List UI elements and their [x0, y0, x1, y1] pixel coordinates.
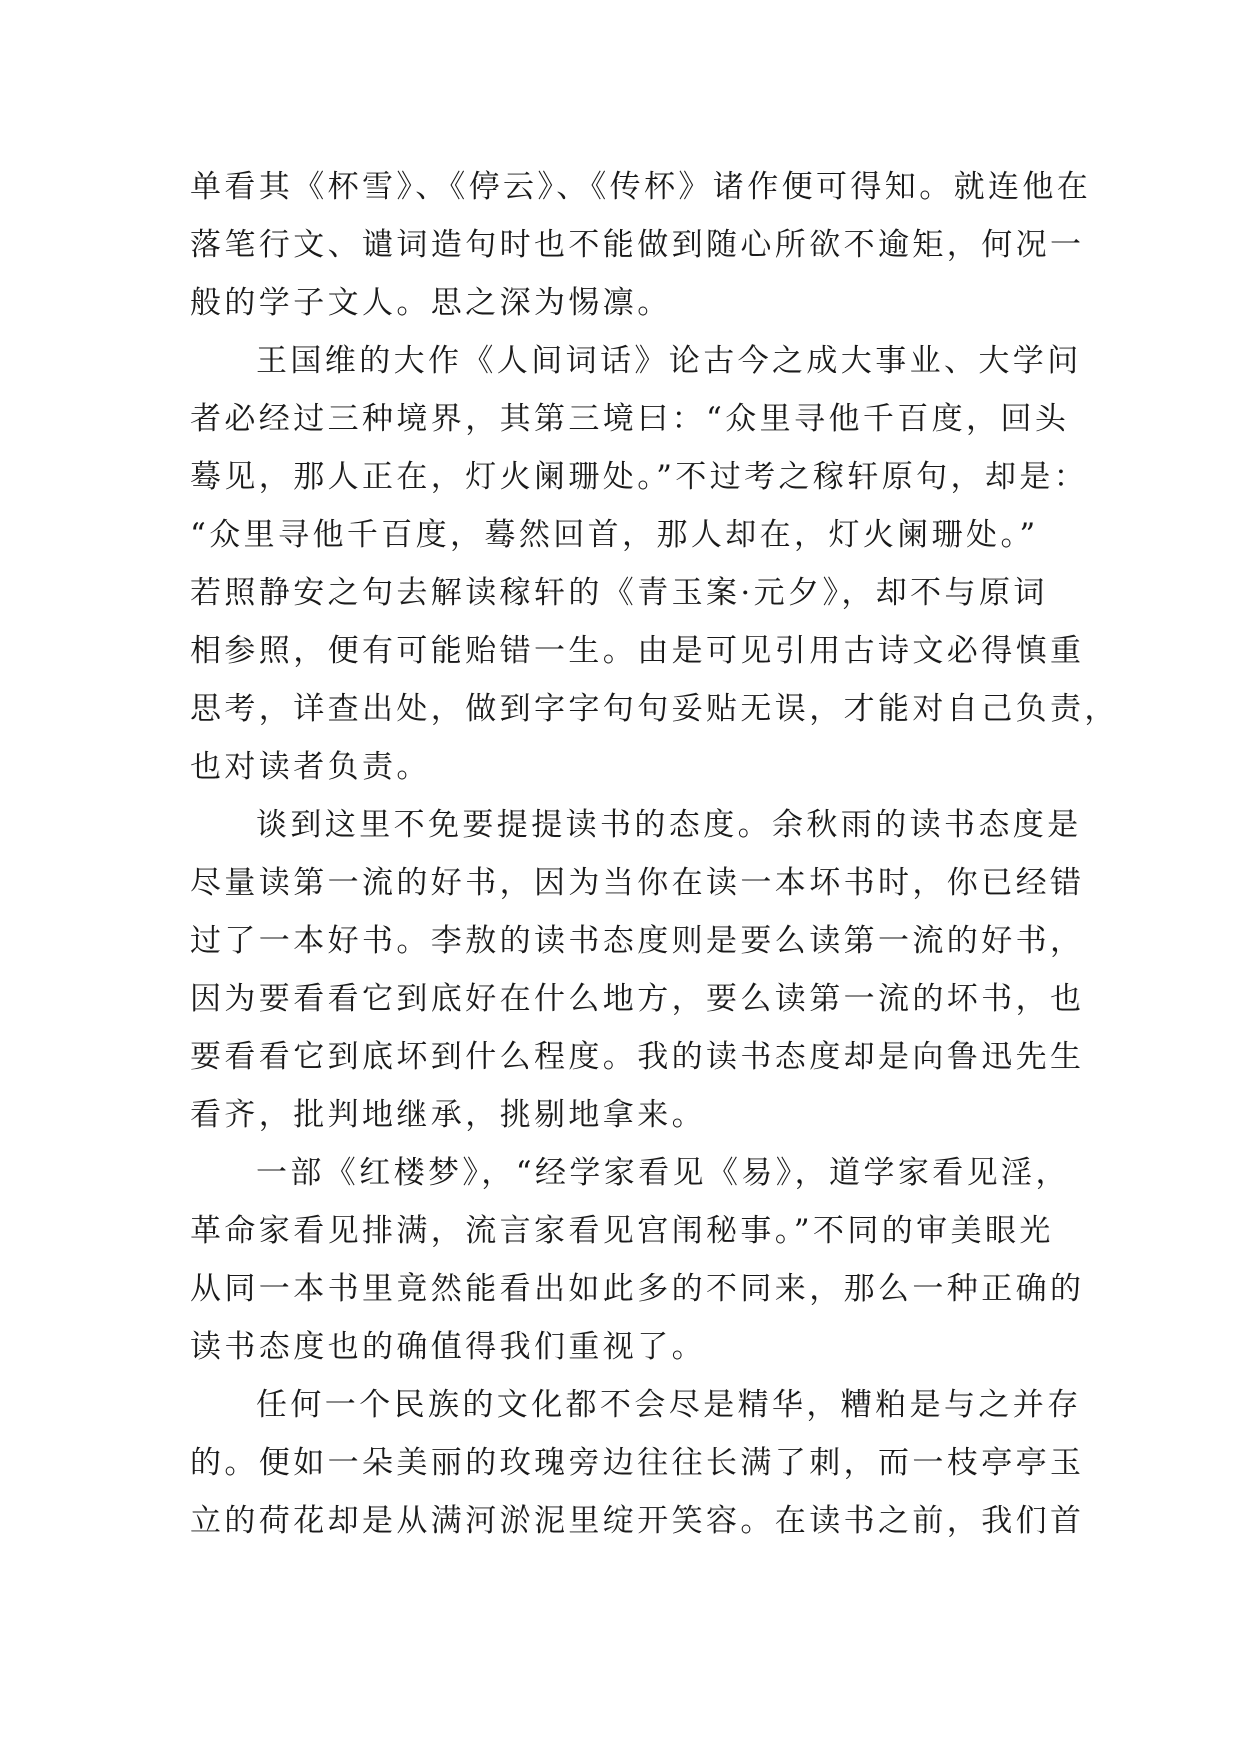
text-line: 立的荷花却是从满河淤泥里绽开笑容。在读书之前，我们首	[190, 1503, 1085, 1539]
text-line: 革命家看见排满，流言家看见宫闱秘事。”不同的审美眼光	[190, 1213, 1054, 1249]
text-line: 看齐，批判地继承，挑剔地拿来。	[190, 1097, 706, 1133]
paragraph-first-line: 王国维的大作《人间词话》论古今之成大事业、大学问	[256, 343, 1082, 379]
text-line: 般的学子文人。思之深为惕凛。	[190, 285, 672, 321]
document-body	[190, 158, 1119, 1550]
text-line: 思考，详查出处，做到字字句句妥贴无误，才能对自己负责，	[190, 691, 1119, 727]
text-line: 的。便如一朵美丽的玫瑰旁边往往长满了刺，而一枝亭亭玉	[190, 1445, 1085, 1481]
text-line: 尽量读第一流的好书，因为当你在读一本坏书时，你已经错	[190, 865, 1085, 901]
text-line: 相参照，便有可能贻错一生。由是可见引用古诗文必得慎重	[190, 633, 1085, 669]
text-line: 也对读者负责。	[190, 749, 431, 785]
text-line: 若照静安之句去解读稼轩的《青玉案·元夕》，却不与原词	[190, 575, 1048, 611]
text-line: 单看其《杯雪》、《停云》、《传杯》诸作便可得知。就连他在	[190, 169, 1092, 205]
text-line: 落笔行文、谴词造句时也不能做到随心所欲不逾矩，何况一	[190, 227, 1085, 263]
text-line: 要看看它到底坏到什么程度。我的读书态度却是向鲁迅先生	[190, 1039, 1085, 1075]
text-line: 读书态度也的确值得我们重视了。	[190, 1329, 706, 1365]
text-line: 者必经过三种境界，其第三境曰：“众里寻他千百度，回头	[190, 401, 1070, 437]
paragraph-first-line: 一部《红楼梦》，“经学家看见《易》，道学家看见淫，	[256, 1155, 1070, 1191]
text-line: 过了一本好书。李敖的读书态度则是要么读第一流的好书，	[190, 923, 1085, 959]
text-line: 因为要看看它到底好在什么地方，要么读第一流的坏书，也	[190, 981, 1085, 1017]
paragraph-first-line: 谈到这里不免要提提读书的态度。余秋雨的读书态度是	[256, 807, 1082, 843]
paragraph-first-line: 任何一个民族的文化都不会尽是精华，糟粕是与之并存	[256, 1387, 1082, 1423]
text-line: 从同一本书里竟然能看出如此多的不同来，那么一种正确的	[190, 1271, 1085, 1307]
text-line: 蓦见，那人正在，灯火阑珊处。”不过考之稼轩原句，却是：	[190, 459, 1089, 495]
text-line: “众里寻他千百度，蓦然回首，那人却在，灯火阑珊处。”	[190, 517, 1039, 553]
